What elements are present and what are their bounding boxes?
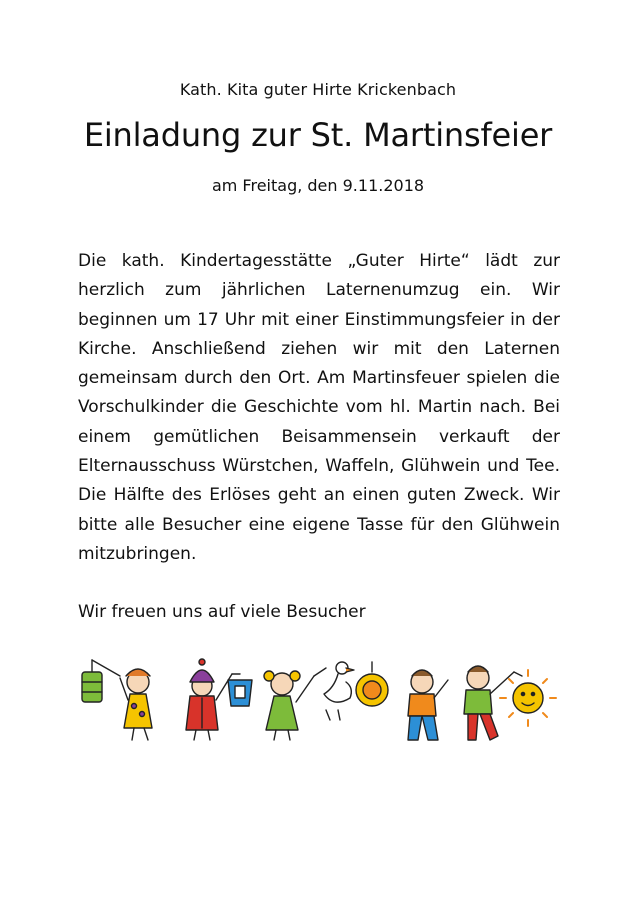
orange-lantern-icon xyxy=(356,662,388,706)
blue-lantern-icon xyxy=(228,674,252,706)
child-purple-hat-icon xyxy=(186,659,232,740)
lantern-parade-icon xyxy=(76,654,560,744)
child-yellow-icon xyxy=(120,669,152,740)
closing-line: Wir freuen uns auf viele Besucher xyxy=(78,602,366,622)
child-orange-shirt-icon xyxy=(408,670,448,740)
sun-lantern-icon xyxy=(500,670,556,726)
invitation-paragraph: Die kath. Kindertagesstätte „Guter Hirte“ lädt zur herzlich zum jährlichen Laternenumzug ein. Wir beginnen um 17 Uhr mit einer Einstimmungsfeier in der Kirche. Anschließend ziehen wir mit den Laternen gemeinsam durch den Ort. Am Martinsfeuer spielen die Vorschulkinder die Geschichte vom hl. Martin nach. Bei einem gemütlichen Beisammensein verkauft der Elternausschuss Würstchen, Waffeln, Glühwein und Tee. Die Hälfte des Erlöses geht an einen guten Zweck. Wir bitte alle Besucher eine eigene Tasse für den Glühwein mitzubringen. xyxy=(78,251,560,564)
event-date: am Freitag, den 9.11.2018 xyxy=(211,176,425,195)
organization-name: Kath. Kita guter Hirte Krickenbach xyxy=(179,80,457,99)
green-lantern-icon xyxy=(82,660,120,702)
goose-lantern-icon xyxy=(314,662,354,720)
child-green-dress-icon xyxy=(264,671,314,740)
children-with-lanterns-illustration xyxy=(76,654,560,744)
child-green-shirt-icon xyxy=(464,666,514,740)
page-title: Einladung zur St. Martinsfeier xyxy=(83,116,553,154)
